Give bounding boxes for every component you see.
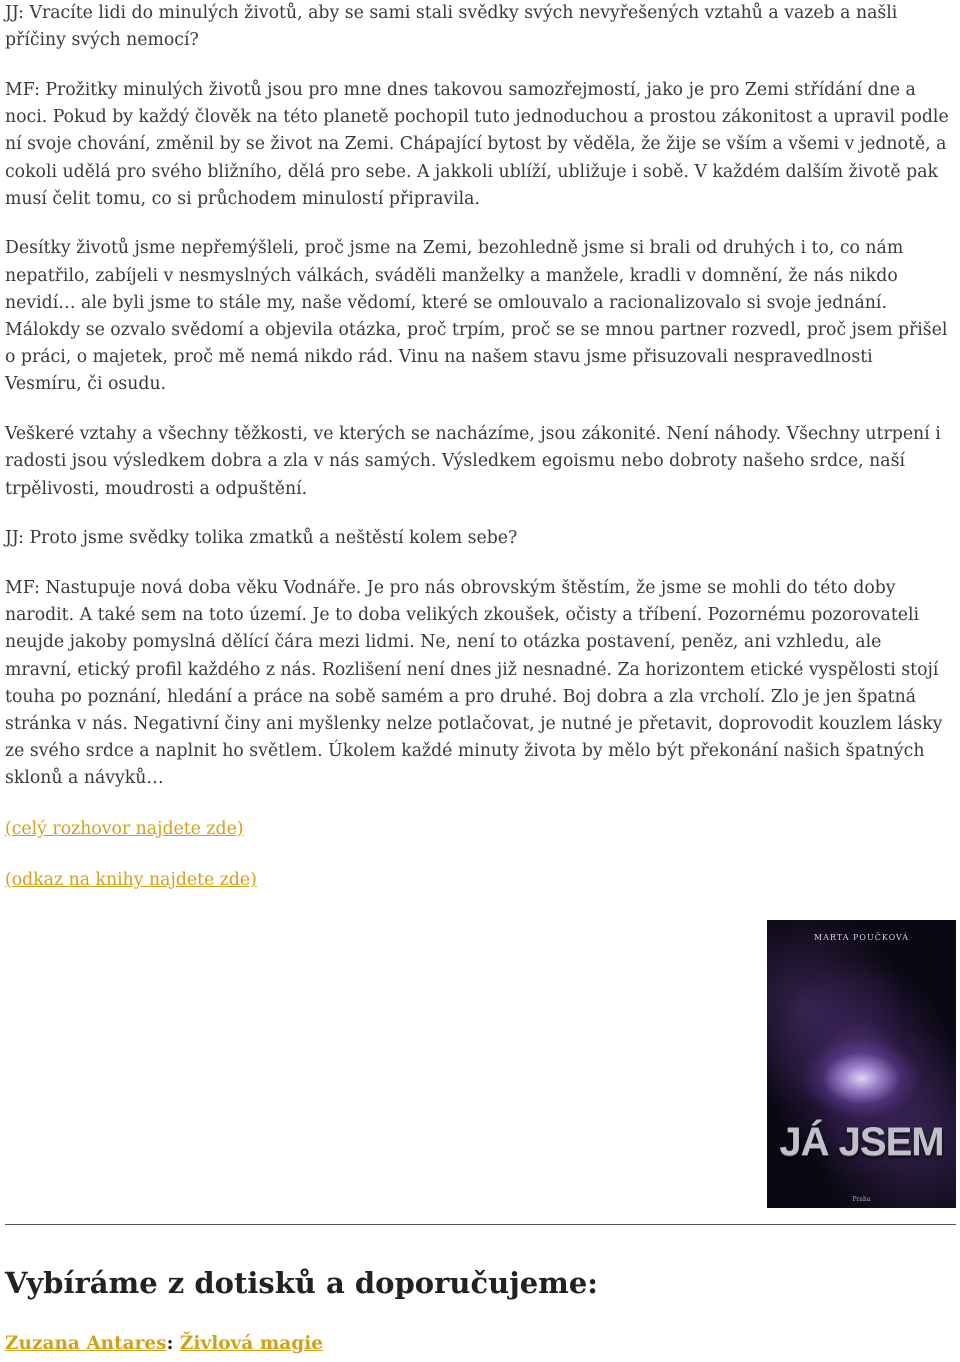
- book-cover-author: MARTA POUČKOVÁ: [813, 933, 910, 942]
- recommendation-line: [5, 1330, 323, 1358]
- article-paragraph: MF: Nastupuje nová doba věku Vodnáře. Je pro nás obrovským štěstím, že jsme se mohli do této doby narodit. A také sem na toto území. Je to doba velikých zkoušek, očisty a tříbení. Pozornému pozorovateli neujde jakoby pomyslná dělící čára mezi lidmi. Ne, není to otázka postavení, peněz, ani vzhledu, ale mravní, etický profil každého z nás. Rozlišení není dnes již nesnadné. Za horizontem etické vyspělosti stojí touha po poznání, hledání a práce na sobě samém a pro druhé. Boj dobra a zla vrcholí. Zlo je jen špatná stránka v nás. Negativní činy ani myšlenky nelze potlačovat, je nutné je přetavit, doprovodit kouzlem lásky ze svého srdce a naplnit ho světlem. Úkolem každé minuty života by mělo být překonání našich špatných sklonů a návyků…: [5, 577, 943, 789]
- book-cover-image: [767, 920, 956, 1208]
- books-link[interactable]: (odkaz na knihy najdete zde): [5, 869, 257, 890]
- recommended-author-link[interactable]: Zuzana Antares: [5, 1333, 167, 1354]
- article-content: [5, 0, 950, 894]
- horizontal-divider: [5, 1224, 956, 1225]
- article-paragraph: JJ: Proto jsme svědky tolika zmatků a neštěstí kolem sebe?: [5, 528, 518, 549]
- recommendation-separator: :: [166, 1333, 174, 1354]
- section-heading: Vybíráme z dotisků a doporučujeme:: [5, 1266, 598, 1300]
- book-cover-publisher: Praha: [852, 1196, 871, 1203]
- recommended-book-link[interactable]: Živlová magie: [179, 1333, 324, 1354]
- book-cover-title: JÁ JSEM: [779, 1120, 944, 1164]
- article-paragraph: Veškeré vztahy a všechny těžkosti, ve kterých se nacházíme, jsou zákonité. Není náhody. Všechny utrpení i radosti jsou výsledkem dobra a zla v nás samých. Výsledkem egoismu nebo dobroty našeho srdce, naší trpělivosti, moudrosti a odpuštění.: [5, 424, 941, 499]
- article-paragraph: JJ: Vracíte lidi do minulých životů, aby se sami stali svědky svých nevyřešených vztahů a vazeb a našli příčiny svých nemocí?: [5, 3, 898, 51]
- article-paragraph: Desítky životů jsme nepřemýšleli, proč jsme na Zemi, bezohledně jsme si brali od druhých i to, co nám nepatřilo, zabíjeli v nesmyslných válkách, sváděli manželky a manžele, kradli v domnění, že nás nikdo nevidí… ale byli jsme to stále my, naše vědomí, které se omlouvalo a racionalizovalo si svoje jednání. Málokdy se ozvalo svědomí a objevila otázka, proč trpím, proč se se mnou partner rozvedl, proč jsem přišel o práci, o majetek, proč mě nemá nikdo rád. Vinu na našem stavu jsme přisuzovali nespravedlnosti Vesmíru, či osudu.: [5, 238, 948, 395]
- interview-link[interactable]: (celý rozhovor najdete zde): [5, 819, 244, 840]
- books-link-line: [5, 866, 950, 894]
- article-paragraph: MF: Prožitky minulých životů jsou pro mne dnes takovou samozřejmostí, jako je pro Zemi střídání dne a noci. Pokud by každý člověk na této planetě pochopil tuto jednoduchou a prostou zákonitost a upravil podle ní svoje chování, změnil by se život na Zemi. Chápající bytost by věděla, že žije se vším a všemi v jednotě, a cokoli udělá pro svého bližního, dělá pro sebe. A jakkoli ublíží, ubližuje i sobě. V každém dalším životě pak musí čelit tomu, co si průchodem minulostí připravila.: [5, 79, 949, 209]
- interview-link-line: [5, 815, 950, 843]
